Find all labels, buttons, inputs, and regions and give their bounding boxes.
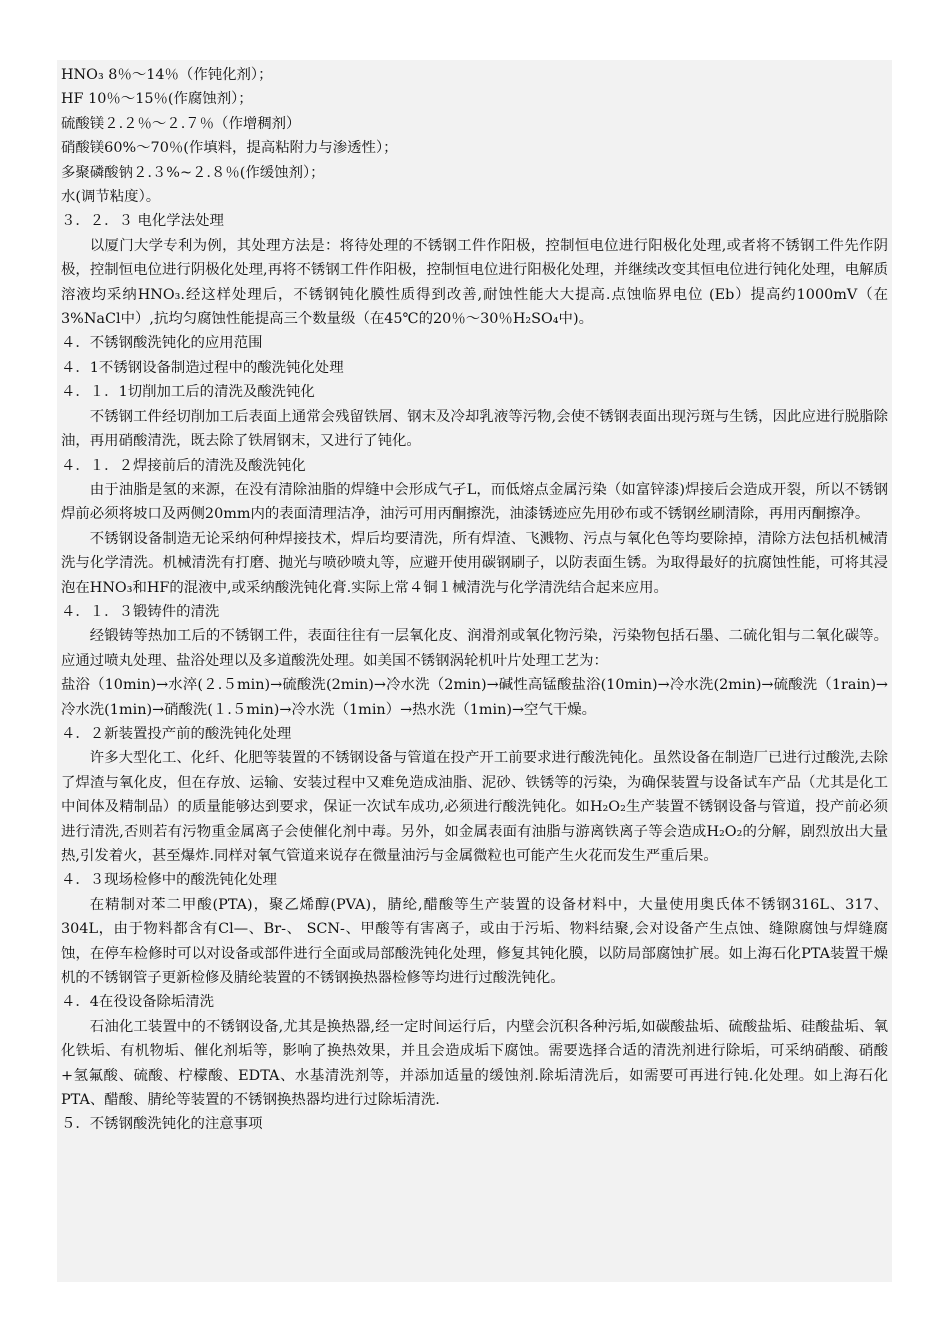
heading-4-1: ４．1不锈钢设备制造过程中的酸洗钝化处理 — [61, 359, 344, 376]
paragraph-4-1-3-process: 盐浴（10min)→水淬(２.５min)→硫酸洗(2min)→冷水洗（2min)→碱性高锰酸盐浴(10min)→冷水洗(2min)→硫酸洗（1rain)→冷水洗(1min)→硝酸洗(１.５min)→冷水洗（1min）→热水洗（1min)→空气干燥。 — [61, 677, 888, 718]
heading-4-3: ４．３现场检修中的酸洗钝化处理 — [61, 872, 277, 889]
line-polyphosphate: 多聚磷酸钠２.３%~２.８％(作缓蚀剂）； — [61, 164, 325, 181]
paragraph-4-1-2-a: 由于油脂是氢的来源，在没有清除油脂的焊缝中会形成气孑L，而低熔点金属污染（如富锌漆)焊接后会造成开裂，所以不锈钢焊前必须将坡口及两侧20mm内的表面清理洁净，油污可用丙酮擦洗，油漆锈迹应先用砂布或不锈钢丝刷清除，再用丙酮擦净。 — [61, 481, 888, 523]
paragraph-electrochem: 以厦门大学专利为例，其处理方法是：将待处理的不锈钢工件作阳极，控制恒电位进行阳极化处理,或者将不锈钢工件先作阴极，控制恒电位进行阴极化处理,再将不锈钢工件作阳极，控制恒电位进行阳极化处理，并继续改变其恒电位进行钝化处理，电解质溶液均采纳HNO₃.经这样处理后，不锈钢钝化膜性质得到改善,耐蚀性能大大提高.点蚀临界电位 (Eb）提高约1000mV（在3%NaCl中）,抗均匀腐蚀性能提高三个数量级（在45℃的20％～30％H₂SO₄中)。 — [61, 237, 888, 328]
heading-4-1-3: ４．１．３锻铸件的清洗 — [61, 603, 220, 620]
paragraph-4-3: 在精制对苯二甲酸(PTA)，聚乙烯醇(PVA)，腈纶,醋酸等生产装置的设备材料中，大量使用奥氏体不锈钢316L、317、304L，由于物料都含有Cl—、Br-、 SCN-、甲酸等有害离子，或由于污垢、物料结聚,会对设备产生点蚀、缝隙腐蚀与焊缝腐蚀，在停车检修时可以对设备或部件进行全面或局部酸洗钝化处理，修复其钝化膜，以防局部腐蚀扩展。如上海石化PTA装置干燥机的不锈钢管子更新检修及腈纶装置的不锈钢换热器检修等均进行过酸洗钝化。 — [61, 896, 888, 987]
heading-3-2-3: ３．２．３ 电化学法处理 — [61, 213, 224, 230]
document-page — [57, 60, 892, 1282]
heading-4: ４．不锈钢酸洗钝化的应用范围 — [61, 335, 263, 352]
paragraph-4-1-2-b: 不锈钢设备制造无论采纳何种焊接技术，焊后均要清洗，所有焊渣、飞溅物、污点与氧化色等均要除掉，清除方法包括机械清洗与化学清洗。机械清洗有打磨、抛光与喷砂喷丸等，应避开使用碳钢刷子，以防表面生锈。为取得最好的抗腐蚀性能，可将其浸泡在HNO₃和HF的混液中,或采纳酸洗钝化膏.实际上常４铜１械清洗与化学清洗结合起来应用。 — [61, 530, 888, 596]
line-mgso4: 硫酸镁２.２％～２.７％（作增稠剂） — [61, 115, 301, 132]
line-hno3: HNO₃ 8％～14％（作钝化剂）； — [61, 67, 273, 83]
heading-4-4: ４．4在役设备除垢清洗 — [61, 994, 215, 1011]
paragraph-4-2: 许多大型化工、化纤、化肥等装置的不锈钢设备与管道在投产开工前要求进行酸洗钝化。虽然设备在制造厂已进行过酸洗,去除了焊渣与氧化皮，但在存放、运输、安装过程中又难免造成油脂、泥砂、铁锈等的污染，为确保装置与设备试车产品（尤其是化工中间体及精制品）的质量能够达到要求，保证一次试车成功,必须进行酸洗钝化。如H₂O₂生产装置不锈钢设备与管道，投产前必须进行清洗,否则若有污物重金属离子会使催化剂中毒。另外，如金属表面有油脂与游离铁离子等会造成H₂O₂的分解，剧烈放出大量热,引发着火，甚至爆炸.同样对氧气管道来说存在微量油污与金属微粒也可能产生火花而发生严重后果。 — [61, 750, 888, 864]
heading-4-1-1: ４．１．1切削加工后的清洗及酸洗钝化 — [61, 384, 315, 401]
line-water: 水(调节粘度）。 — [61, 189, 161, 206]
paragraph-4-4: 石油化工装置中的不锈钢设备,尤其是换热器,经一定时间运行后，内壁会沉积各种污垢,如碳酸盐垢、硫酸盐垢、硅酸盐垢、氧化铁垢、有机物垢、催化剂垢等，影响了换热效果，并且会造成垢下腐蚀。需要选择合适的清洗剂进行除垢，可采纳硝酸、硝酸+氢氟酸、硫酸、柠檬酸、EDTA、水基清洗剂等，并添加适量的缓蚀剂.除垢清洗后，如需要可再进行钝.化处理。如上海石化PTA、醋酸、腈纶等装置的不锈钢换热器均进行过除垢清洗. — [61, 1018, 888, 1109]
paragraph-4-1-3: 经锻铸等热加工后的不锈钢工件，表面往往有一层氧化皮、润滑剂或氧化物污染，污染物包括石墨、二硫化钼与二氧化碳等。应通过喷丸处理、盐浴处理以及多道酸洗处理。如美国不锈钢涡轮机叶片处理工艺为： — [61, 628, 888, 669]
heading-4-1-2: ４．１．２焊接前后的清洗及酸洗钝化 — [61, 457, 306, 474]
line-mgno3: 硝酸镁60%～70％(作填料，提高粘附力与渗透性）； — [61, 140, 398, 157]
heading-4-2: ４．２新装置投产前的酸洗钝化处理 — [61, 725, 292, 742]
heading-5: ５．不锈钢酸洗钝化的注意事项 — [61, 1116, 263, 1133]
paragraph-4-1-1: 不锈钢工件经切削加工后表面上通常会残留铁屑、钢末及冷却乳液等污物,会使不锈钢表面出现污斑与生锈，因此应进行脱脂除油，再用硝酸清洗，既去除了铁屑钢末，又进行了钝化。 — [61, 408, 888, 450]
line-hf: HF 10％～15％(作腐蚀剂）； — [61, 91, 253, 108]
